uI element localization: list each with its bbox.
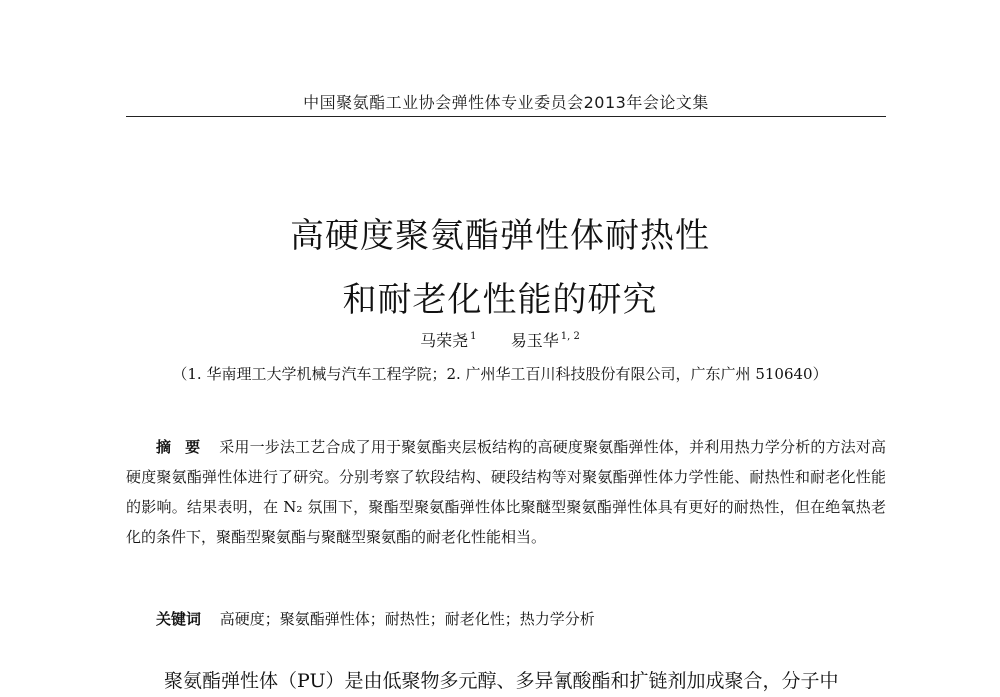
keywords-label: 关键词 bbox=[156, 610, 202, 628]
author-name: 马荣尧 bbox=[420, 331, 469, 350]
abstract bbox=[126, 432, 886, 552]
affiliation-line: （1. 华南理工大学机械与汽车工程学院；2. 广州华工百川科技股份有限公司，广东广州 510640） bbox=[172, 365, 828, 383]
abstract-label: 摘要 bbox=[156, 438, 215, 456]
header-divider bbox=[126, 116, 886, 117]
body-paragraph: 聚氨酯弹性体（PU）是由低聚物多元醇、多异氰酸酯和扩链剂加成聚合，分子中 bbox=[164, 670, 839, 692]
paper-title-line-1: 高硬度聚氨酯弹性体耐热性 bbox=[290, 216, 710, 256]
paper-title-line-2: 和耐老化性能的研究 bbox=[342, 280, 658, 320]
keywords-text: 高硬度；聚氨酯弹性体；耐热性；耐老化性；热力学分析 bbox=[219, 610, 595, 628]
author-affiliation-mark: 1 bbox=[470, 331, 477, 342]
abstract-text: 采用一步法工艺合成了用于聚氨酯夹层板结构的高硬度聚氨酯弹性体，并利用热力学分析的方法对高硬度聚氨酯弹性体进行了研究。分别考察了软段结构、硬段结构等对聚氨酯弹性体力学性能、耐热性和耐老化性能的影响。结果表明，在 N₂ 氛围下，聚酯型聚氨酯弹性体比聚醚型聚氨酯弹性体具有更好的耐热性，但在绝氧热老化的条件下，聚酯型聚氨酯与聚醚型聚氨酯的耐老化性能相当。 bbox=[126, 438, 886, 546]
author-name: 易玉华 bbox=[510, 331, 559, 350]
keywords bbox=[126, 608, 886, 629]
author-affiliation-mark: 1, 2 bbox=[560, 331, 580, 342]
author-list bbox=[0, 328, 1000, 351]
running-header: 中国聚氨酯工业协会弹性体专业委员会2013年会论文集 bbox=[303, 93, 709, 112]
